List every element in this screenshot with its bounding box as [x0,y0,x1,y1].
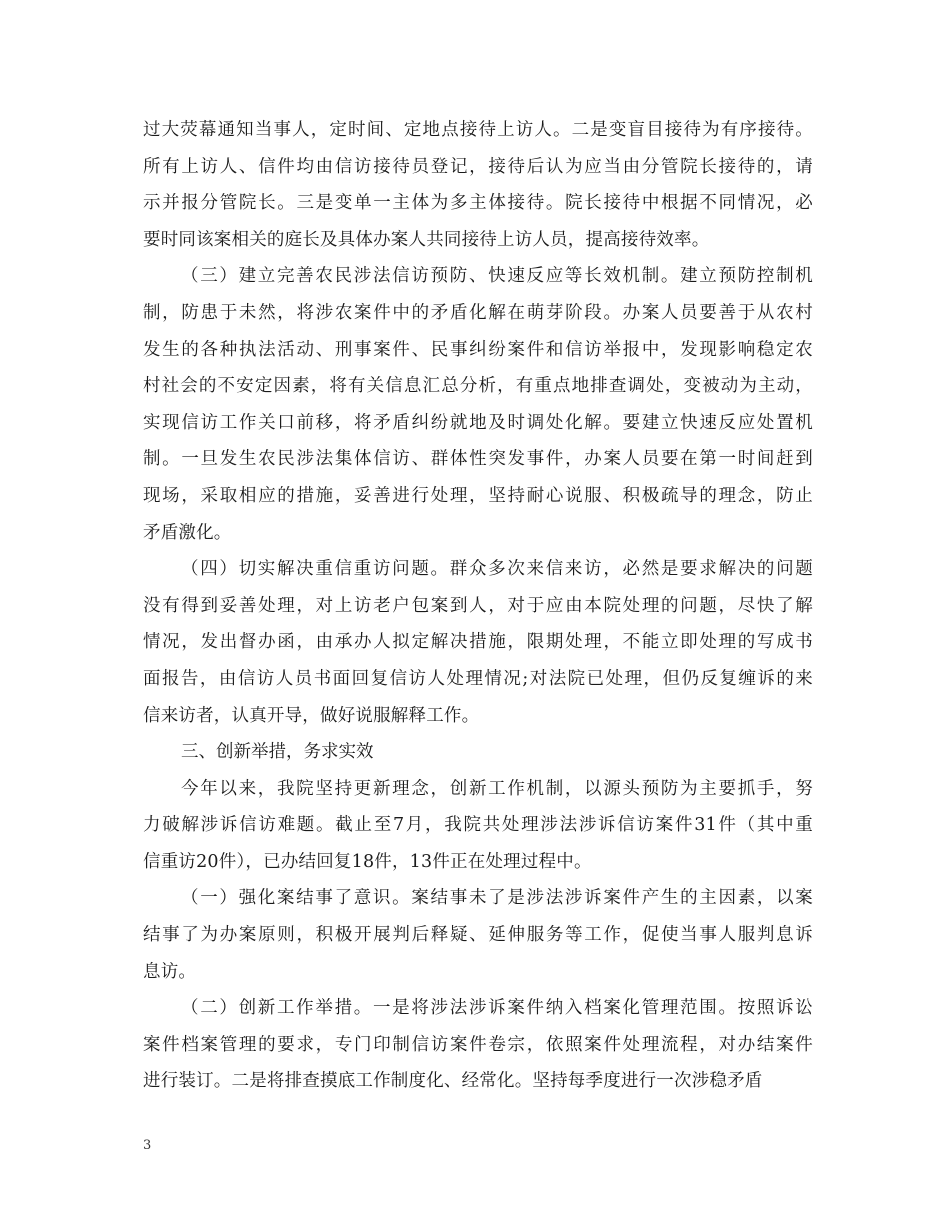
text-line: 结事了为办案原则，积极开展判后释疑、延伸服务等工作，促使当事人服判息诉 [143,925,813,946]
paragraph [143,990,813,1100]
document-body [143,112,813,1100]
text-line: 实现信访工作关口前移，将矛盾纠纷就地及时调处化解。要建立快速反应处置机 [143,412,813,433]
text-line: 所有上访人、信件均由信访接待员登记，接待后认为应当由分管院长接待的，请 [143,156,813,177]
page-number: 3 [143,1138,152,1153]
text-line: 信重访20件），已办结回复18件，13件正在处理过程中。 [143,851,592,872]
text-line: 示并报分管院长。三是变单一主体为多主体接待。院长接待中根据不同情况，必 [143,193,813,214]
text-line: 要时同该案相关的庭长及具体办案人共同接待上访人员，提高接待效率。 [143,229,710,250]
text-line: （一）强化案结事了意识。案结事未了是涉法涉诉案件产生的主因素，以案 [181,888,813,909]
paragraph [143,551,813,734]
paragraph [143,112,813,258]
text-line: 没有得到妥善处理，对上访老户包案到人，对于应由本院处理的问题，尽快了解 [143,595,813,616]
text-line: 进行装订。二是将排查摸底工作制度化、经常化。坚持每季度进行一次涉稳矛盾 [143,1071,763,1092]
text-line: 村社会的不安定因素，将有关信息汇总分析，有重点地排查调处，变被动为主动， [143,376,813,397]
text-line: （三）建立完善农民涉法信访预防、快速反应等长效机制。建立预防控制机 [181,266,813,287]
text-line: 息访。 [143,961,197,982]
paragraph [143,771,813,881]
text-line: 发生的各种执法活动、刑事案件、民事纠纷案件和信访举报中，发现影响稳定农 [143,339,813,360]
text-line: （四）切实解决重信重访问题。群众多次来信来访，必然是要求解决的问题 [181,559,813,580]
section-heading [143,734,813,771]
text-line: 情况，发出督办函，由承办人拟定解决措施，限期处理，不能立即处理的写成书 [143,632,813,653]
text-line: 制，防患于未然，将涉农案件中的矛盾化解在萌芽阶段。办案人员要善于从农村 [143,302,813,323]
text-line: 面报告，由信访人员书面回复信访人处理情况;对法院已处理，但仍反复缠诉的来 [143,668,813,689]
paragraph [143,880,813,990]
text-line: 现场，采取相应的措施，妥善进行处理，坚持耐心说服、积极疏导的理念，防止 [143,485,813,506]
text-line: 三、创新举措，务求实效 [181,742,374,763]
text-line: 过大荧幕通知当事人，定时间、定地点接待上访人。二是变盲目接待为有序接待。 [143,120,813,140]
text-line: （二）创新工作举措。一是将涉法涉诉案件纳入档案化管理范围。按照诉讼 [181,998,813,1019]
text-line: 今年以来，我院坚持更新理念，创新工作机制，以源头预防为主要抓手，努 [181,778,813,799]
text-line: 案件档案管理的要求，专门印制信访案件卷宗，依照案件处理流程，对办结案件 [143,1034,813,1055]
text-line: 矛盾激化。 [143,522,232,543]
paragraph [143,258,813,551]
text-line: 力破解涉诉信访难题。截止至7月，我院共处理涉法涉诉信访案件31件（其中重 [143,815,813,836]
text-line: 信来访者，认真开导，做好说服解释工作。 [143,705,480,726]
text-line: 制。一旦发生农民涉法集体信访、群体性突发事件，办案人员要在第一时间赶到 [143,449,813,470]
